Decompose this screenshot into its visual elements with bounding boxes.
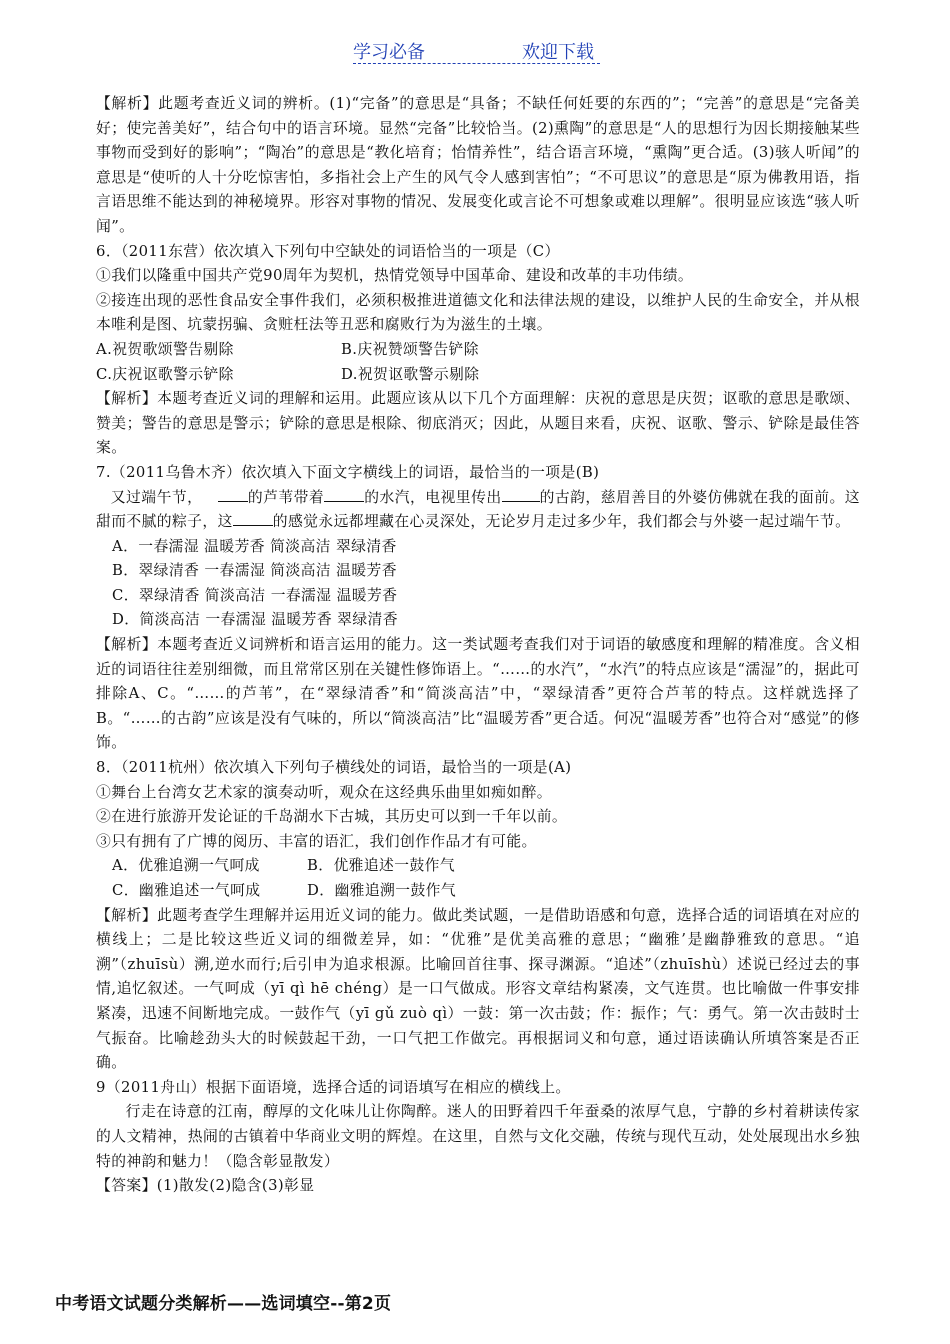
analysis-8: 【解析】此题考查学生理解并运用近义词的能力。做此类试题，一是借助语感和句意，选择合适的词语填在对应的横线上；二是比较这些近义词的细微差异，如：“优雅”是优美高雅的意思；“幽雅’是幽静雅致的意思。“追溯”（zhuīsù）溯,逆水而行;后引申为追求根源。比喻回首往事、探寻渊源。“追述”（zhuīshù）述说已经过去的事情,追忆叙述。一气呵成（yī qì hē chéng）是一口气做成。形容文章结构紧凑，文气连贯。也比喻做一件事安排紧凑，迅速不间断地完成。一鼓作气（yī gǔ zuò qì）一鼓：第一次击鼓；作：振作；气：勇气。第一次击鼓时士气振奋。比喻趁劲头大的时候鼓起干劲，一口气把工作做完。再根据词义和句意，通过语读确认所填答案是否正确。 [96,906,860,1072]
blank-4 [233,510,273,526]
passage-part-1: 又过端午节， [110,488,203,506]
analysis-5: 【解析】此题考查近义词的辨析。(1)“完备”的意思是“具备；不缺任何妊要的东西的”；“完善”的意思是“完备美好；使完善美好”，结合句中的语言环境。显然“完备”比较恰当。(2)熏陶”的意思是“人的思想行为因长期接触某些事物而受到好的影响”；“陶冶”的意思是“教化培育；怡情养性”，结合语言环境，“熏陶”更合适。(3)骇人听闻”的意思是“使听的人十分吃惊害怕，多指社会上产生的风气令人感到害怕”；“不可思议”的意思是“原为佛教用语，指言语思维不能达到的神秘境界。形容对事物的情况、发展变化或言论不可想象或难以理解”。很明显应该选“骇人听闻”。 [96,95,860,235]
question-7-option-a: A．一春濡湿 温暖芳香 简淡高洁 翠绿清香 [112,537,397,555]
question-8-option-a: A．优雅追溯一气呵成 [112,857,260,875]
passage-part-3: 的水汽，电视里传出 [364,488,502,506]
passage-part-5: 的感觉永远都埋藏在心灵深处，无论岁月走过多少年，我们都会与外婆一起过端午节。 [272,513,851,531]
question-6-option-a: A.祝贺歌颂警告剔除 [96,340,234,358]
passage-part-2: 的芦苇带着 [247,488,325,506]
question-8-sentence-3: ③只有拥有了广博的阅历、丰富的语汇，我们创作作品才有可能。 [96,832,537,850]
question-7-option-d: D．简淡高洁 一春濡湿 温暖芳香 翠绿清香 [112,611,398,629]
blank-3 [502,486,540,502]
answer-9: 【答案】(1)散发(2)隐含(3)彰显 [96,1177,315,1195]
question-8-option-d: D．幽雅追溯一鼓作气 [307,882,457,899]
question-9-title: 9（2011舟山）根据下面语境，选择合适的词语填写在相应的横线上。 [96,1078,571,1096]
passage-part-4: 的古韵，慈眉善目的外婆仿佛就在我的面前。这甜而不腻的粽子，这 [96,488,860,531]
blank-2 [324,486,364,502]
analysis-6: 【解析】本题考查近义词的理解和运用。此题应该从以下几个方面理解：庆祝的意思是庆贺；讴歌的意思是歌颂、赞美；警告的意思是警示；铲除的意思是根除、彻底消灭；因此，从题目来看，庆祝、讴歌、警示、铲除是最佳答案。 [96,390,860,457]
question-8-option-b: B．优雅追述一鼓作气 [307,857,456,875]
question-8-sentence-2: ②在进行旅游开发论证的千岛湖水下古城，其历史可以到一千年以前。 [96,808,568,826]
analysis-7: 【解析】本题考查近义词辨析和语言运用的能力。这一类试题考查我们对于词语的敏感度和理解的精准度。含义相近的词语往往差别细微，而且常常区别在关键性修饰语上。“……的水汽”，“水汽”的特点应该是“濡湿”的，据此可排除A、C。“……的芦苇”，在“翠绿清香”和“简淡高洁”中，“翠绿清香”更符合芦苇的特点。这样就选择了B。“……的古韵”应该是没有气味的，所以“简淡高洁”比“温暖芳香”更合适。何况“温暖芳香”也符合对“感觉”的修饰。 [96,636,860,752]
question-8-option-c: C．幽雅追述一气呵成 [112,882,261,899]
question-6-options-row-2 [96,363,860,388]
document-body [96,92,860,1199]
question-6-option-d: D.祝贺讴歌警示剔除 [341,365,480,383]
header-divider [353,63,600,64]
question-9-passage: 行走在诗意的江南，醇厚的文化味儿让你陶醉。迷人的田野着四千年蚕桑的浓厚气息，宁静的乡村着耕读传家的人文精神，热闹的古镇着中华商业文明的辉煌。在这里，自然与文化交融，传统与现代互动，处处展现出水乡独特的神韵和魅力！（隐含彰显散发） [96,1103,860,1170]
question-8-options-row-1 [96,854,860,879]
page-footer: 中考语文试题分类解析——选词填空--第2页 [55,1294,392,1314]
question-6-sentence-1: ①我们以隆重中国共产党90周年为契机，热情党领导中国革命、建设和改革的丰功伟绩。 [96,267,694,285]
question-7-passage [96,486,860,535]
question-6-title: 6．（2011东营）依次填入下列句中空缺处的词语恰当的一项是（C） [96,242,560,260]
question-8-title: 8．（2011杭州）依次填入下列句子横线处的词语，最恰当的一项是(A) [96,759,572,777]
question-7-option-c: C．翠绿清香 简淡高洁 一春濡湿 温暖芳香 [112,586,398,604]
question-6-option-b: B.庆祝赞颂警告铲除 [341,340,479,358]
page-header [0,38,950,68]
question-7-title: 7.（2011乌鲁木齐）依次填入下面文字横线上的词语，最恰当的一项是(B) [96,463,600,481]
question-6-sentence-2: ②接连出现的恶性食品安全事件我们，必须积极推进道德文化和法律法规的建设，以维护人民的生命安全，并从根本唯利是图、坑蒙拐骗、贪赃枉法等丑恶和腐败行为为滋生的土壤。 [96,291,860,334]
header-left-text: 学习必备 [353,42,425,63]
header-right-text: 欢迎下载 [522,42,594,63]
question-6-option-c: C.庆祝讴歌警示铲除 [96,365,234,383]
question-8-options-row-2 [96,879,860,904]
question-8-sentence-1: ①舞台上台湾女艺术家的演奏动听，观众在这经典乐曲里如痴如醉。 [96,783,552,801]
blank-1 [218,486,248,502]
question-6-options-row-1 [96,338,860,363]
question-7-option-b: B．翠绿清香 一春濡湿 简淡高洁 温暖芳香 [112,562,397,580]
